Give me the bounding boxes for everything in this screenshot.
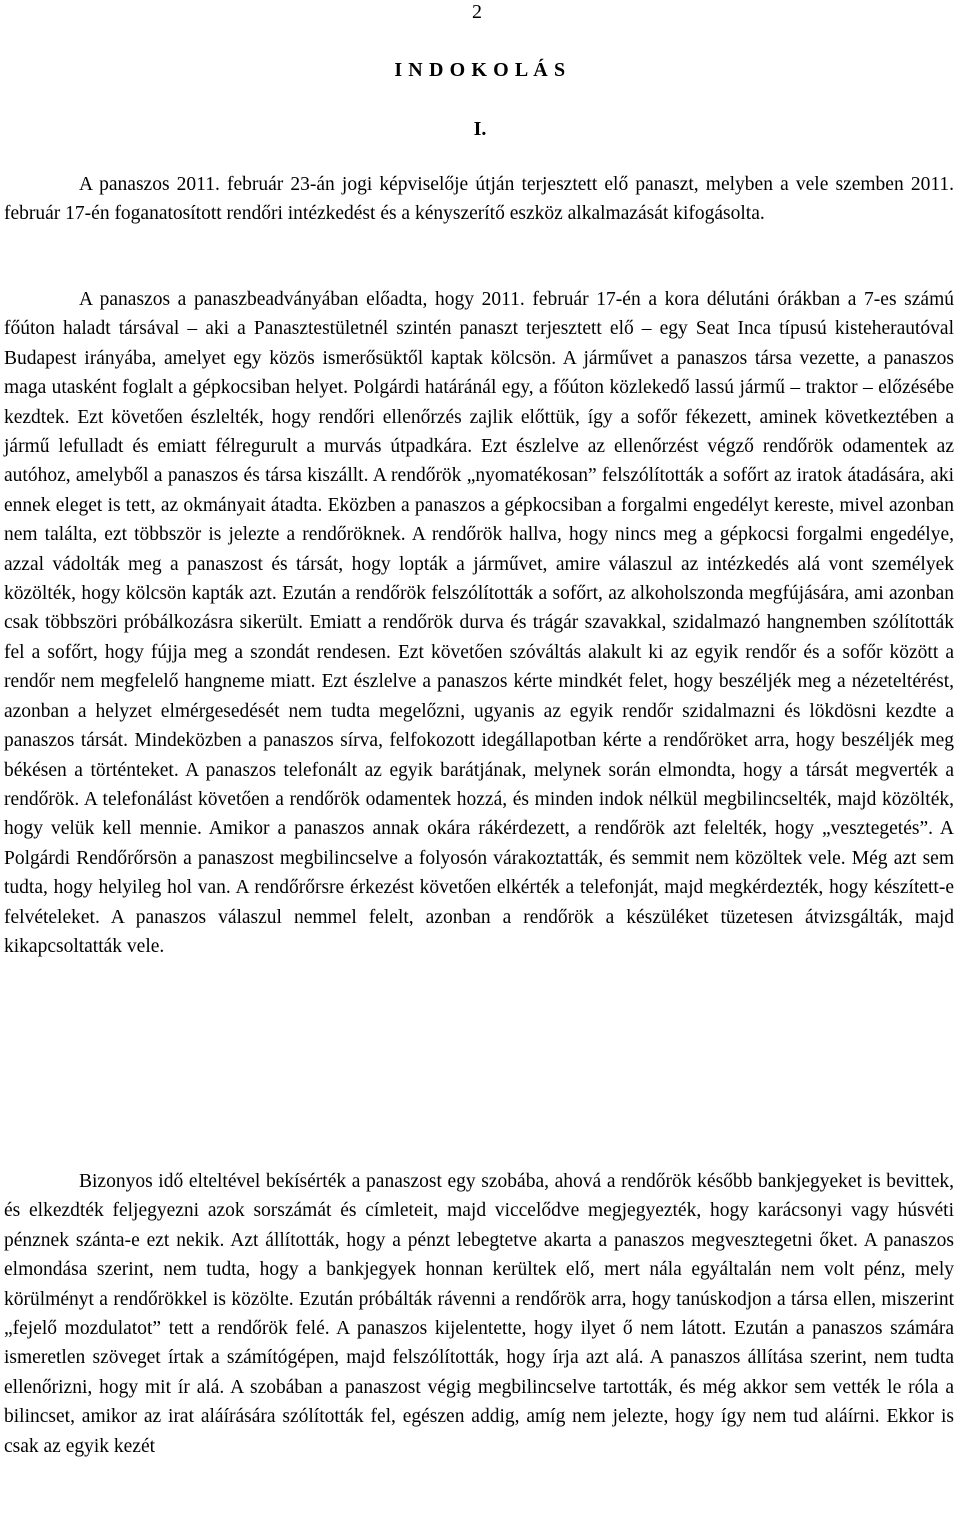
section-number: I. [473,118,487,140]
paragraph-intro: A panaszos 2011. február 23-án jogi képviselője útján terjesztett elő panaszt, melyben a vele szemben 2011. február 17-én foganatosított rendőri intézkedést és a kényszerítő eszköz alkalmazását kifogásolta. [4,174,954,225]
document-heading: I N D O K O L Á S [394,59,566,81]
paragraph-police-station: Bizonyos idő elteltével bekísérték a panaszost egy szobába, ahová a rendőrök később bankjegyeket is bevittek, és elkezdték feljegyezni azok sorszámát és címleteit, majd viccelődve megjegyezték, hogy karácsonyi vagy húsvéti pénznek szánta-e ezt nekik. Azt állították, hogy a pénzt lebegtetve akarta a panaszos megvesztegetni őket. A panaszos elmondása szerint, nem tudta, hogy a bankjegyek honnan kerültek elő, mert nála egyáltalán nem volt pénz, mely körülményt a rendőrökkel is közölte. Ezután próbálták rávenni a rendőrök arra, hogy tanúskodjon a társa ellen, miszerint „fejelő mozdulatot” tett a rendőrök felé. A panaszos kijelentette, hogy ilyet ő nem látott. Ezután a panaszos számára ismeretlen szöveget írtak a számítógépen, majd felszólították, hogy írja azt alá. A panaszos állítása szerint, nem tudta ellenőrizni, hogy mit ír alá. A szobában a panaszost végig megbilincselve tartották, és még akkor sem vették le róla a bilincset, amikor az irat aláírására szólították fel, egészen addig, amíg nem jelezte, hogy így nem tud aláírni. Ekkor is csak az egyik kezét [4,1171,954,1457]
paragraph-complaint-narrative: A panaszos a panaszbeadványában előadta, hogy 2011. február 17-én a kora délutáni órákban a 7-es számú főúton haladt társával – aki a Panasztestületnél szintén panaszt terjesztett elő – egy Seat Inca típusú kisteherautóval Budapest irányába, amelyet egy közös ismerősüktől kaptak kölcsön. A járművet a panaszos társa vezette, a panaszos maga utasként foglalt a gépkocsiban helyet. Polgárdi határánál egy, a főúton közlekedő lassú jármű – traktor – előzésébe kezdtek. Ezt követően észlelték, hogy rendőri ellenőrzés zajlik előttük, így a sofőr fékezett, aminek következtében a jármű lefulladt és emiatt félregurult a murvás útpadkára. Ezt észlelve az ellenőrzést végző rendőrök odamentek az autóhoz, amelyből a panaszos és társa kiszállt. A rendőrök „nyomatékosan” felszólították a sofőrt az iratok átadására, aki ennek eleget is tett, az okmányait átadta. Eközben a panaszos a gépkocsiban a forgalmi engedélyt kereste, mivel azonban nem találta, ezt többször is jelezte a rendőröknek. A rendőrök hallva, hogy nincs meg a gépkocsi forgalmi engedélye, azzal vádolták meg a panaszost és társát, hogy lopták a járművet, amire válaszul az intézkedés alá vont személyek közölték, hogy kölcsön kapták azt. Ezután a rendőrök felszólították a sofőrt, az alkoholszonda megfújására, ami azonban csak többszöri próbálkozásra sikerült. Emiatt a rendőrök durva és trágár szavakkal, szidalmazó hangnemben szólították fel a sofőrt, hogy fújja meg a szondát rendesen. Ezt követően szóváltás alakult ki az egyik rendőr és a sofőr között a rendőr nem megfelelő hangneme miatt. Ezt észlelve a panaszos kérte mindkét felet, hogy beszéljék meg a nézeteltérést, azonban a helyzet elmérgesedését nem tudta megelőzni, ugyanis az egyik rendőr szidalmazni és lökdösni kezdte a panaszos társát. Mindeközben a panaszos sírva, felfokozott idegállapotban kérte a rendőröket arra, hogy beszéljék meg békésen a történteket. A panaszos telefonált az egyik barátjának, melynek során elmondta, hogy a társát megverték a rendőrök. A telefonálást követően a rendőrök odamentek hozzá, és minden indok nélkül megbilincselték, majd közölték, hogy velük kell mennie. Amikor a panaszos annak okára rákérdezett, a rendőrök azt felelték, hogy „vesztegetés”. A Polgárdi Rendőrőrsön a panaszost megbilincselve a folyosón várakoztatták, és semmit nem közöltek vele. Még azt sem tudta, hogy helyileg hol van. A rendőrőrsre érkezést követően elkérték a telefonját, majd megkérdezték, hogy készített-e felvételeket. A panaszos válaszul nemmel felelt, azonban a rendőrök a készüléket tüzetesen átvizsgálták, majd kikapcsoltatták vele. [4,289,954,957]
page-number: 2 [472,1,482,23]
